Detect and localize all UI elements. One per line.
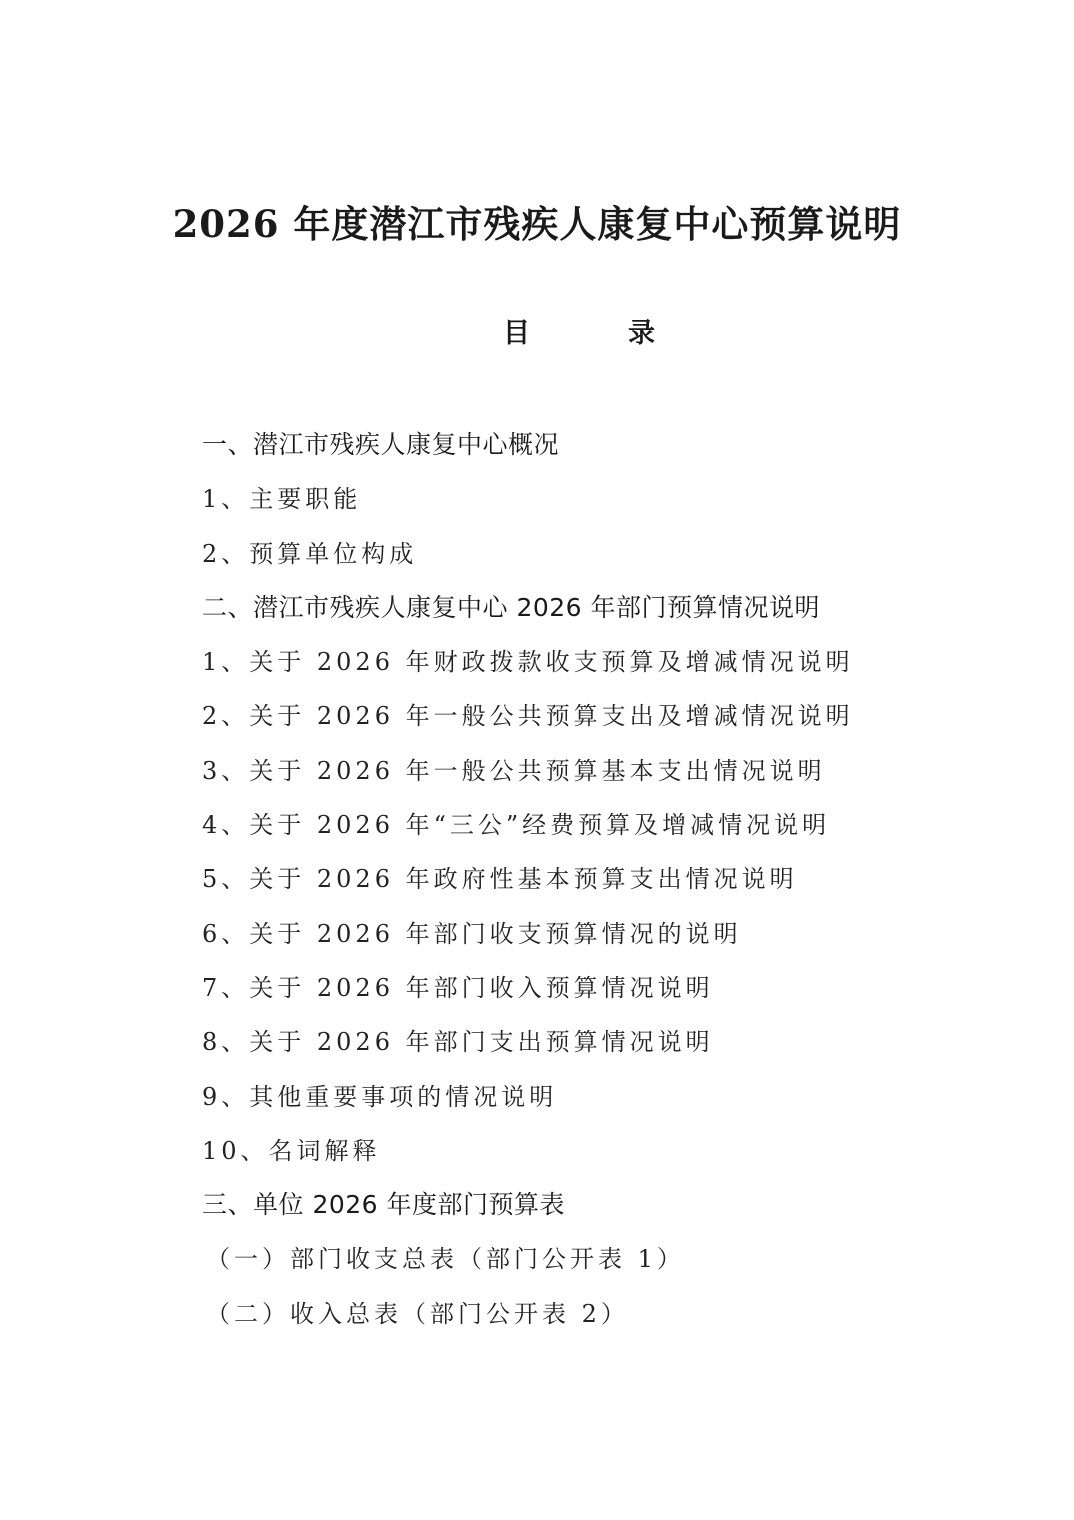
toc-section-budget-tables: 三、单位 2026 年度部门预算表 (202, 1190, 566, 1220)
toc-item-department-expenditure: 8、关于 2026 年部门支出预算情况说明 (202, 1028, 714, 1057)
toc-item-department-revenue: 7、关于 2026 年部门收入预算情况说明 (202, 973, 714, 1002)
toc-item-glossary: 10、名词解释 (202, 1136, 381, 1165)
toc-item-other-matters: 9、其他重要事项的情况说明 (202, 1082, 558, 1111)
toc-item-budget-units: 2、预算单位构成 (202, 539, 418, 568)
table-of-contents (202, 418, 1002, 1341)
toc-section-budget-explanation: 二、潜江市残疾人康复中心 2026 年部门预算情况说明 (202, 592, 821, 622)
toc-item-general-public-basic: 3、关于 2026 年一般公共预算基本支出情况说明 (202, 756, 826, 785)
document-title: 2026 年度潜江市残疾人康复中心预算说明 (172, 202, 902, 246)
toc-item-table-2: （二）收入总表（部门公开表 2） (206, 1299, 629, 1328)
toc-item-general-public-expenditure: 2、关于 2026 年一般公共预算支出及增减情况说明 (202, 702, 854, 731)
toc-item-government-fund: 5、关于 2026 年政府性基本预算支出情况说明 (202, 865, 798, 894)
toc-item-fiscal-appropriation: 1、关于 2026 年财政拨款收支预算及增减情况说明 (202, 648, 854, 677)
toc-item-main-functions: 1、主要职能 (202, 485, 362, 514)
toc-item-three-public-expenses: 4、关于 2026 年“三公”经费预算及增减情况说明 (202, 811, 831, 840)
toc-section-overview: 一、潜江市残疾人康复中心概况 (202, 430, 560, 459)
toc-heading: 目录 (503, 318, 753, 349)
toc-item-table-1: （一）部门收支总表（部门公开表 1） (206, 1245, 685, 1274)
toc-item-department-revenue-expenditure: 6、关于 2026 年部门收支预算情况的说明 (202, 919, 742, 948)
